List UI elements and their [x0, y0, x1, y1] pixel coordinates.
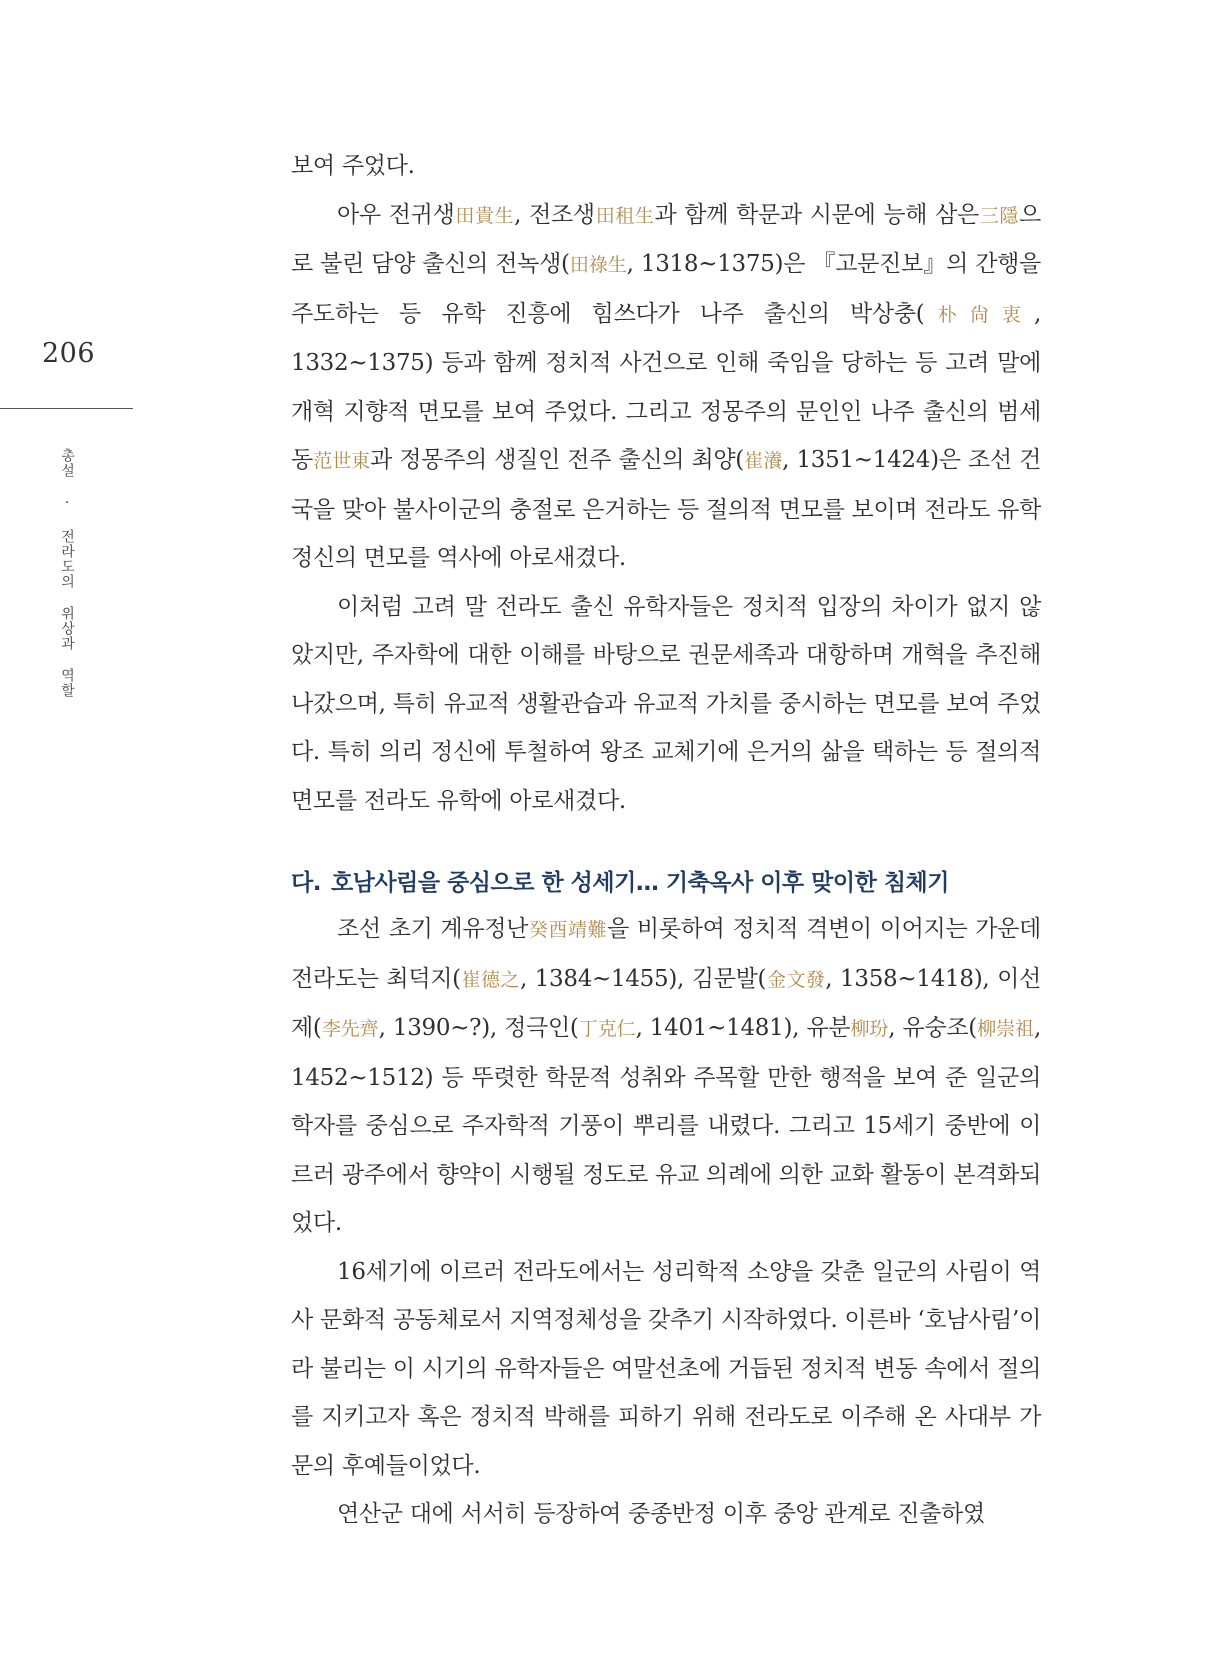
- text-run: , 1452~1512) 등 뚜렷한 학문적 성취와 주목할 만한 행적을 보여 준 일군의 학자를 중심으로 주자학적 기풍이 뿌리를 내렸다. 그리고 15세기 중반에 이르러 광주에서 향약이 시행될 정도로 유교 의례에 의한 교화 활동이 본격화되었다.: [291, 1015, 1042, 1236]
- hanja-annotation: 田祿生: [569, 254, 627, 276]
- hanja-annotation: 三隱: [978, 204, 1020, 227]
- text-run: , 1401~1481), 유분: [635, 1015, 851, 1041]
- hanja-annotation: 柳玢: [850, 1018, 889, 1040]
- text-run: 아우 전귀생: [337, 201, 455, 228]
- text-run: , 1358~1418), 이선제(: [291, 965, 1041, 1041]
- text-run: 으로 불린 담양 출신의 전녹생(: [291, 201, 1041, 277]
- hanja-annotation: 田貴生: [454, 204, 515, 227]
- hanja-annotation: 田租生: [594, 204, 655, 227]
- running-title: 총설 · 전라도의 위상과 역할: [59, 448, 75, 698]
- section-heading: [291, 863, 1041, 903]
- hanja-annotation: 崔瀁: [743, 450, 783, 472]
- hanja-annotation: 范世東: [312, 450, 371, 472]
- paragraph-2: [291, 191, 1041, 583]
- hanja-annotation: 李先齊: [321, 1018, 379, 1040]
- hanja-annotation: 丁克仁: [578, 1018, 636, 1040]
- hanja-annotation: 金文發: [766, 968, 826, 991]
- hanja-annotation: 癸酉靖難: [528, 919, 608, 941]
- text-run: , 1384~1455), 김문발(: [519, 965, 767, 992]
- hanja-annotation: 崔德之: [460, 968, 520, 991]
- paragraph-5: 16세기에 이르러 전라도에서는 성리학적 소양을 갖춘 일군의 사림이 역사 문화적 공동체로서 지역정체성을 갖추기 시작하였다. 이른바 ‘호남사림’이라 불리는 이 시기의 유학자들은 여말선초에 거듭된 정치적 변동 속에서 절의를 지키고자 혹은 정치적 박해를 피하기 위해 전라도로 이주해 온 사대부 가문의 후예들이었다.: [291, 1258, 1041, 1479]
- text-run: 조선 초기 계유정난: [337, 916, 529, 942]
- paragraph-1: 보여 주었다.: [291, 153, 415, 179]
- section-marker: 다.: [291, 870, 321, 896]
- text-run: , 1332~1375) 등과 함께 정치적 사건으로 인해 죽임을 당하는 등 고려 말에 개혁 지향적 면모를 보여 주었다. 그리고 정몽주의 문인인 나주 출신의 범세동: [291, 300, 1041, 473]
- body-text: [291, 142, 1041, 1539]
- side-divider: [0, 408, 133, 409]
- paragraph-6: 연산군 대에 서서히 등장하여 중종반정 이후 중앙 관계로 진출하였: [337, 1501, 985, 1527]
- text-run: , 유숭조(: [888, 1015, 977, 1041]
- text-run: , 1351~1424)은 조선 건국을 맞아 불사이군의 충절로 은거하는 등 절의적 면모를 보이며 전라도 유학 정신의 면모를 역사에 아로새겼다.: [291, 447, 1042, 571]
- paragraph-3: 이처럼 고려 말 전라도 출신 유학자들은 정치적 입장의 차이가 없지 않았지만, 주자학에 대한 이해를 바탕으로 권문세족과 대항하며 개혁을 추진해 나갔으며, 특히 유교적 생활관습과 유교적 가치를 중시하는 면모를 보여 주었다. 특히 의리 정신에 투철하여 왕조 교체기에 은거의 삶을 택하는 등 절의적 면모를 전라도 유학에 아로새겼다.: [291, 593, 1041, 814]
- text-run: , 전조생: [514, 201, 595, 228]
- text-run: 과 함께 학문과 시문에 능해 삼은: [654, 201, 979, 228]
- text-run: , 1318~1375)은 『고문진보』의 간행을 주도하는 등 유학 진흥에 힘쓰다가 나주 출신의 박상충(: [291, 251, 1041, 327]
- text-run: 과 정몽주의 생질인 전주 출신의 최양(: [370, 447, 744, 473]
- text-run: , 1390~?), 정극인(: [378, 1015, 579, 1041]
- page-number: 206: [42, 338, 96, 369]
- paragraph-4: [291, 905, 1041, 1248]
- hanja-annotation: 朴尙衷: [924, 303, 1034, 326]
- hanja-annotation: 柳崇祖: [976, 1018, 1034, 1040]
- text-run: 을 비롯하여 정치적 격변이 이어지는 가운데 전라도는 최덕지(: [291, 916, 1041, 992]
- section-title: 호남사림을 중심으로 한 성세기… 기축옥사 이후 맞이한 침체기: [330, 870, 949, 896]
